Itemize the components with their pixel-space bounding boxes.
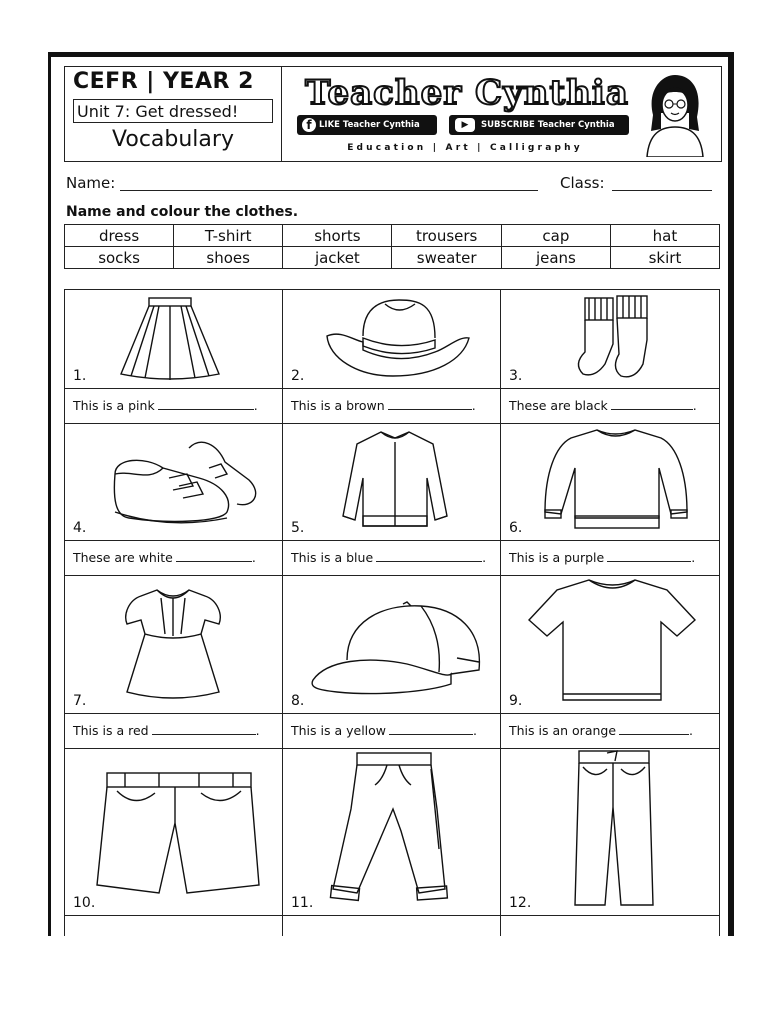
sentence-text: This is a red: [73, 723, 149, 738]
item-number: 7.: [73, 693, 87, 709]
sentence-text: These are black: [509, 398, 608, 413]
sentence-strip: This is an orange .: [500, 713, 720, 749]
sentence-text: This is a purple: [509, 550, 605, 565]
sentence-text: This is a blue: [291, 550, 374, 565]
name-field[interactable]: [120, 190, 538, 191]
answer-blank[interactable]: [389, 724, 473, 735]
page-border-top: [48, 52, 734, 57]
sentence-strip: [500, 915, 720, 937]
item-number: 9.: [509, 693, 523, 709]
item-number: 8.: [291, 693, 305, 709]
word-bank-word: T-shirt: [174, 225, 283, 247]
dress-icon: [121, 580, 225, 704]
picture-cell: [282, 748, 501, 916]
page-border-right: [728, 52, 734, 936]
teacher-avatar-icon: [637, 71, 713, 157]
item-number: 4.: [73, 520, 87, 536]
word-bank-word: jacket: [283, 247, 392, 269]
word-bank-word: jeans: [501, 247, 610, 269]
jeans-icon: [567, 749, 661, 911]
level-title: CEFR | YEAR 2: [73, 69, 254, 94]
clothes-grid: [64, 289, 720, 935]
cap-icon: [307, 600, 487, 696]
sentence-text: This is a pink: [73, 398, 155, 413]
facebook-badge: [297, 115, 437, 135]
answer-blank[interactable]: [607, 551, 691, 562]
sentence-text: This is a yellow: [291, 723, 387, 738]
word-bank-word: shorts: [283, 225, 392, 247]
t-shirt-icon: [527, 576, 697, 704]
word-bank-word: shoes: [174, 247, 283, 269]
answer-blank[interactable]: [388, 399, 472, 410]
page-border-left: [48, 52, 51, 936]
item-number: 5.: [291, 520, 305, 536]
picture-cell: [500, 423, 720, 541]
brand-logo: Teacher Cynthia: [305, 73, 629, 113]
brand-tagline: Education | Art | Calligraphy: [347, 143, 583, 153]
picture-cell: [282, 575, 501, 714]
skirt-icon: [115, 296, 225, 380]
sentence-strip: This is a purple .: [500, 540, 720, 576]
trousers-icon: [327, 749, 457, 911]
word-bank-word: trousers: [392, 225, 501, 247]
sentence-strip: This is a red .: [64, 713, 283, 749]
word-bank-word: hat: [610, 225, 719, 247]
facebook-label: LIKE Teacher Cynthia: [319, 120, 420, 130]
sentence-text: This is a brown: [291, 398, 385, 413]
worksheet-header: [64, 66, 722, 162]
picture-cell: [500, 289, 720, 389]
word-bank-word: socks: [65, 247, 174, 269]
sentence-strip: These are black .: [500, 388, 720, 424]
answer-blank[interactable]: [176, 551, 252, 562]
picture-cell: [282, 423, 501, 541]
word-bank-row: [65, 247, 720, 269]
item-number: 10.: [73, 895, 96, 911]
word-bank-row: [65, 225, 720, 247]
jacket-icon: [339, 428, 451, 536]
section-title: Vocabulary: [112, 127, 234, 152]
word-bank-word: sweater: [392, 247, 501, 269]
sentence-strip: This is a blue .: [282, 540, 501, 576]
instruction-text: Name and colour the clothes.: [66, 204, 299, 220]
answer-blank[interactable]: [158, 399, 254, 410]
hat-icon: [323, 296, 473, 380]
picture-cell: [64, 423, 283, 541]
class-field[interactable]: [612, 190, 712, 191]
socks-icon: [571, 294, 661, 382]
word-bank-word: cap: [501, 225, 610, 247]
answer-blank[interactable]: [619, 724, 689, 735]
sentence-text: This is an orange: [509, 723, 617, 738]
item-number: 3.: [509, 368, 523, 384]
picture-cell: [64, 748, 283, 916]
picture-cell: [500, 575, 720, 714]
facebook-icon: f: [302, 118, 316, 132]
sentence-strip: This is a pink .: [64, 388, 283, 424]
unit-title: Unit 7: Get dressed!: [73, 99, 273, 123]
sentence-strip: [282, 915, 501, 937]
youtube-badge: [449, 115, 629, 135]
sentence-strip: This is a brown .: [282, 388, 501, 424]
item-number: 2.: [291, 368, 305, 384]
item-number: 11.: [291, 895, 314, 911]
header-title-panel: [65, 67, 282, 161]
answer-blank[interactable]: [611, 399, 693, 410]
picture-cell: [64, 289, 283, 389]
word-bank: [64, 224, 720, 269]
shoes-icon: [109, 434, 259, 530]
answer-blank[interactable]: [152, 724, 256, 735]
item-number: 12.: [509, 895, 532, 911]
youtube-label: SUBSCRIBE Teacher Cynthia: [481, 120, 615, 130]
word-bank-word: skirt: [610, 247, 719, 269]
item-number: 1.: [73, 368, 87, 384]
sentence-strip: These are white .: [64, 540, 283, 576]
sweater-icon: [541, 424, 691, 532]
shorts-icon: [95, 769, 261, 901]
sentence-strip: This is a yellow .: [282, 713, 501, 749]
item-number: 6.: [509, 520, 523, 536]
youtube-play-icon: ▶: [455, 118, 475, 132]
sentence-text: These are white: [73, 550, 173, 565]
sentence-strip: [64, 915, 283, 937]
answer-blank[interactable]: [376, 551, 482, 562]
word-bank-word: dress: [65, 225, 174, 247]
name-label: Name:: [66, 174, 116, 192]
picture-cell: [282, 289, 501, 389]
picture-cell: [64, 575, 283, 714]
page-bottom-margin: [64, 936, 734, 1026]
picture-cell: [500, 748, 720, 916]
class-label: Class:: [560, 174, 605, 192]
